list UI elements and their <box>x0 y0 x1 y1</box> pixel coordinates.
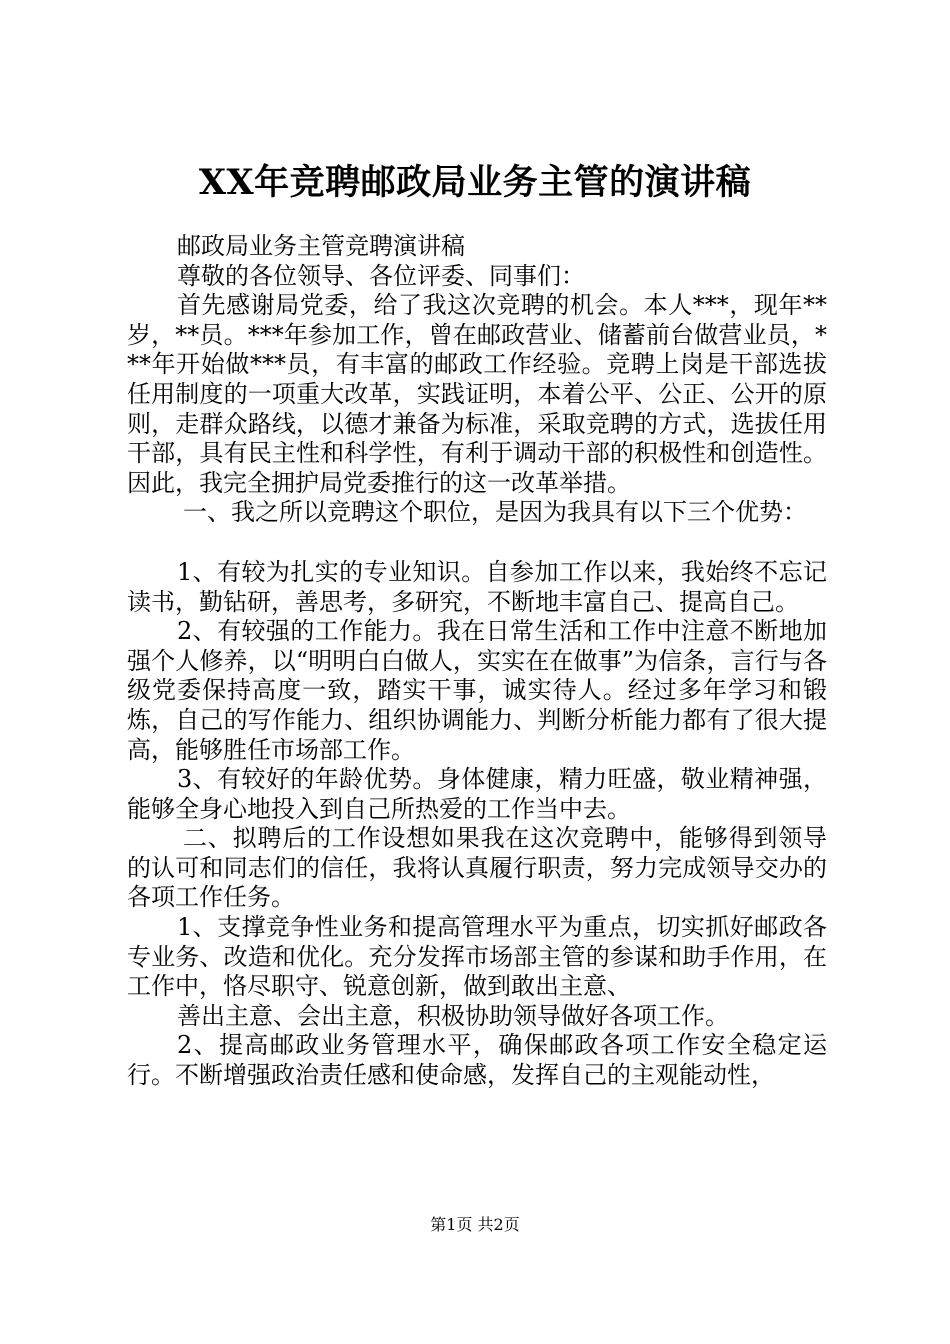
paragraph-item-1-3: 3、有较好的年龄优势。身体健康，精力旺盛，敬业精神强，能够全身心地投入到自己所热爱的工作当中去。 <box>127 765 827 823</box>
page-number-footer: 第1页 共2页 <box>430 1215 520 1234</box>
paragraph-item-1-1: 1、有较为扎实的专业知识。自参加工作以来，我始终不忘记读书，勤钻研，善思考，多研究，不断地丰富自己、提高自己。 <box>127 557 827 616</box>
document-body <box>127 232 827 1091</box>
document-title: XX年竞聘邮政局业务主管的演讲稿 <box>198 162 752 203</box>
paragraph-item-2-1-cont: 善出主意、会出主意，积极协助领导做好各项工作。 <box>177 1001 729 1030</box>
paragraph-section-1: 一、我之所以竞聘这个职位，是因为我具有以下三个优势： <box>183 498 807 527</box>
paragraph-subtitle: 邮政局业务主管竞聘演讲稿 <box>177 232 465 260</box>
paragraph-salutation: 尊敬的各位领导、各位评委、同事们： <box>177 261 585 290</box>
paragraph-item-2-1: 1、支撑竞争性业务和提高管理水平为重点，切实抓好邮政各专业务、改造和优化。充分发挥市场部主管的参谋和助手作用，在工作中，恪尽职守、锐意创新，做到敢出主意、 <box>127 913 827 1001</box>
paragraph-item-2-2: 2、提高邮政业务管理水平，确保邮政各项工作安全稳定运行。不断增强政治责任感和使命感，发挥自己的主观能动性， <box>127 1031 827 1090</box>
paragraph-intro: 首先感谢局党委，给了我这次竞聘的机会。本人***，现年**岁，**员。***年参加工作，曾在邮政营业、储蓄前台做营业员，***年开始做***员，有丰富的邮政工作经验。竞聘上岗是干部选拔任用制度的一项重大改革，实践证明，本着公平、公正、公开的原则，走群众路线，以德才兼备为标准，采取竞聘的方式，选拔任用干部，具有民主性和科学性，有利于调动干部的积极性和创造性。因此，我完全拥护局党委推行的这一改革举措。 <box>127 291 827 497</box>
paragraph-item-1-2: 2、有较强的工作能力。我在日常生活和工作中注意不断地加强个人修养，以“明明白白做人，实实在在做事”为信条，言行与各级党委保持高度一致，踏实干事，诚实待人。经过多年学习和锻炼，自己的写作能力、组织协调能力、判断分析能力都有了很大提高，能够胜任市场部工作。 <box>127 617 827 764</box>
paragraph-section-2: 二、拟聘后的工作设想如果我在这次竞聘中，能够得到领导的认可和同志们的信任，我将认真履行职责，努力完成领导交办的各项工作任务。 <box>127 824 827 912</box>
